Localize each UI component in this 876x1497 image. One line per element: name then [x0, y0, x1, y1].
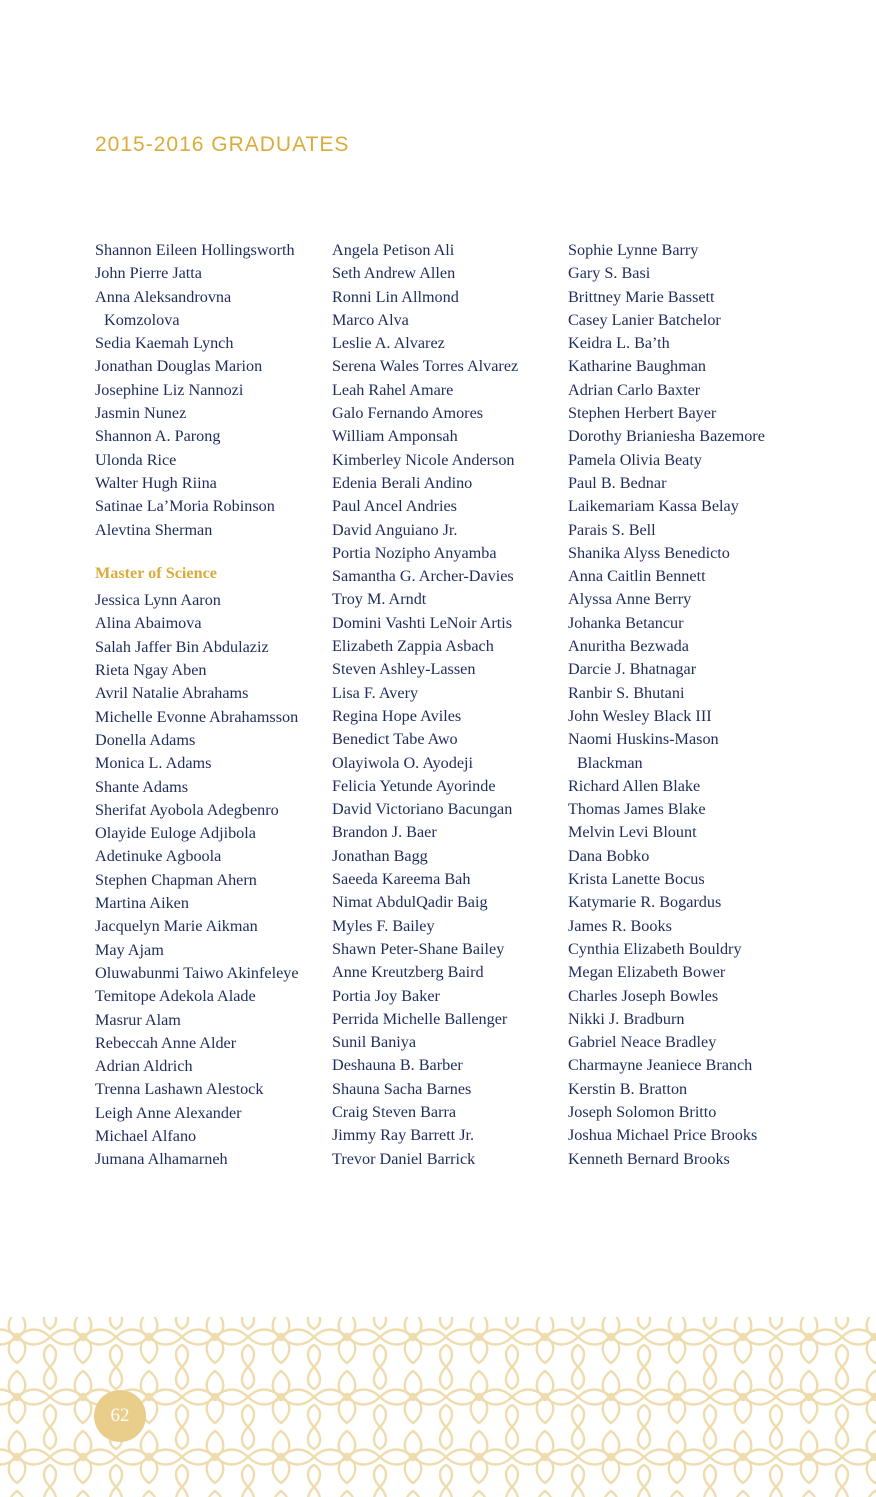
graduate-name: Megan Elizabeth Bower: [568, 963, 726, 982]
graduate-name: Brandon J. Baer: [332, 823, 437, 842]
graduate-name: Joshua Michael Price Brooks: [568, 1126, 758, 1145]
graduate-name: Elizabeth Zappia Asbach: [332, 637, 494, 656]
graduate-name: Michelle Evonne Abrahamsson: [95, 707, 299, 726]
graduate-name: Trevor Daniel Barrick: [332, 1149, 476, 1168]
graduate-name: Rebeccah Anne Alder: [95, 1033, 237, 1052]
graduate-name: Rieta Ngay Aben: [95, 661, 207, 680]
graduate-name: Adetinuke Agboola: [95, 847, 222, 866]
graduate-name: Troy M. Arndt: [332, 590, 427, 609]
graduate-name: May Ajam: [95, 940, 164, 959]
graduate-name: Avril Natalie Abrahams: [95, 684, 249, 703]
graduate-name: Sophie Lynne Barry: [568, 241, 699, 259]
names-column-1: [95, 239, 327, 1172]
graduate-name: Portia Joy Baker: [332, 986, 440, 1005]
graduate-name: Shanika Alyss Benedicto: [568, 543, 730, 562]
section-heading: Master of Science: [95, 563, 217, 582]
graduate-name: Jonathan Douglas Marion: [95, 357, 263, 376]
graduate-name: Lisa F. Avery: [332, 683, 419, 702]
graduate-name: Gary S. Basi: [568, 264, 651, 283]
graduate-name-continuation: Blackman: [577, 753, 643, 772]
graduate-name: Kenneth Bernard Brooks: [568, 1149, 730, 1168]
graduate-name: Perrida Michelle Ballenger: [332, 1009, 508, 1028]
graduate-name: John Wesley Black III: [568, 706, 712, 725]
graduate-name: Laikemariam Kassa Belay: [568, 497, 739, 516]
graduate-name: Nikki J. Bradburn: [568, 1009, 685, 1028]
graduate-name: Angela Petison Ali: [332, 241, 455, 259]
graduate-name: Shannon A. Parong: [95, 427, 221, 446]
graduate-name: Naomi Huskins-Mason: [568, 730, 719, 749]
graduate-name: Darcie J. Bhatnagar: [568, 660, 697, 679]
names-column-2: [332, 239, 564, 1171]
graduate-name-list: [332, 239, 564, 1171]
graduate-name: Sunil Baniya: [332, 1033, 417, 1052]
graduate-name: Jonathan Bagg: [332, 846, 428, 865]
graduate-name: Marco Alva: [332, 310, 409, 329]
graduate-name: Alyssa Anne Berry: [568, 590, 692, 609]
graduate-name: Masrur Alam: [95, 1010, 181, 1029]
graduate-name-list: [95, 239, 327, 542]
graduate-name: Kimberley Nicole Anderson: [332, 450, 515, 469]
graduate-name: Ronni Lin Allmond: [332, 287, 459, 306]
graduate-name: Parais S. Bell: [568, 520, 656, 539]
graduate-name: Domini Vashti LeNoir Artis: [332, 613, 513, 632]
graduate-name: Olayiwola O. Ayodeji: [332, 753, 474, 772]
page-title: 2015-2016 GRADUATES: [95, 133, 350, 156]
graduate-name: Dana Bobko: [568, 846, 650, 865]
graduate-name: Joseph Solomon Britto: [568, 1102, 717, 1121]
graduate-name: Josephine Liz Nannozi: [95, 380, 244, 399]
graduate-name: Olayide Euloge Adjibola: [95, 824, 256, 843]
graduate-name: Casey Lanier Batchelor: [568, 310, 721, 329]
graduate-name: Galo Fernando Amores: [332, 404, 484, 423]
graduate-name: Stephen Herbert Bayer: [568, 404, 717, 423]
graduate-name: Jessica Lynn Aaron: [95, 591, 221, 610]
graduate-name: John Pierre Jatta: [95, 264, 202, 283]
graduate-name: Michael Alfano: [95, 1126, 197, 1145]
graduate-name: Katharine Baughman: [568, 357, 706, 376]
graduate-name: Walter Hugh Riina: [95, 473, 217, 492]
graduate-name-list: [95, 589, 327, 1171]
graduate-name: Serena Wales Torres Alvarez: [332, 357, 519, 376]
graduate-name: Regina Hope Aviles: [332, 706, 462, 725]
graduate-name-continuation: Komzolova: [104, 310, 180, 329]
graduate-name: Leslie A. Alvarez: [332, 334, 445, 353]
graduate-name: Shawn Peter-Shane Bailey: [332, 939, 505, 958]
graduate-name: Satinae La’Moria Robinson: [95, 497, 275, 516]
graduate-name: Charmayne Jeaniece Branch: [568, 1056, 753, 1075]
graduate-name: Anna Caitlin Bennett: [568, 567, 706, 586]
graduate-name: Johanka Betancur: [568, 613, 684, 632]
graduate-name: David Anguiano Jr.: [332, 520, 458, 539]
graduate-name: Brittney Marie Bassett: [568, 287, 715, 306]
graduate-name: Katymarie R. Bogardus: [568, 893, 722, 912]
graduate-name: Pamela Olivia Beaty: [568, 450, 702, 469]
graduate-name: Anna Aleksandrovna: [95, 287, 232, 306]
graduate-name: Jasmin Nunez: [95, 404, 187, 423]
graduate-name: Richard Allen Blake: [568, 776, 701, 795]
graduate-name: Krista Lanette Bocus: [568, 870, 705, 889]
graduate-name: Benedict Tabe Awo: [332, 730, 458, 749]
graduate-name: Nimat AbdulQadir Baig: [332, 893, 488, 912]
graduate-name: Temitope Adekola Alade: [95, 987, 256, 1006]
graduate-name: Shauna Sacha Barnes: [332, 1079, 472, 1098]
graduate-name: Edenia Berali Andino: [332, 473, 473, 492]
graduate-name: Donella Adams: [95, 730, 196, 749]
graduate-name: Jimmy Ray Barrett Jr.: [332, 1126, 475, 1145]
graduate-name: Deshauna B. Barber: [332, 1056, 463, 1075]
graduate-name-list: [568, 239, 858, 1171]
graduate-name: Leigh Anne Alexander: [95, 1103, 242, 1122]
graduate-name: Jumana Alhamarneh: [95, 1150, 228, 1169]
graduate-name: Jacquelyn Marie Aikman: [95, 917, 258, 936]
graduate-name: Charles Joseph Bowles: [568, 986, 719, 1005]
graduate-name: Saeeda Kareema Bah: [332, 870, 471, 889]
graduate-name: Paul B. Bednar: [568, 473, 667, 492]
graduate-name: Stephen Chapman Ahern: [95, 870, 257, 889]
graduate-name: William Amponsah: [332, 427, 458, 446]
graduate-name: Paul Ancel Andries: [332, 497, 457, 516]
graduate-name: Seth Andrew Allen: [332, 264, 456, 283]
graduate-name: Monica L. Adams: [95, 754, 212, 773]
graduate-name: Sherifat Ayobola Adegbenro: [95, 800, 279, 819]
graduate-name: Craig Steven Barra: [332, 1102, 457, 1121]
graduate-name: Martina Aiken: [95, 894, 189, 913]
graduate-name: Ulonda Rice: [95, 450, 177, 469]
graduate-name: Adrian Aldrich: [95, 1057, 193, 1076]
graduate-name: David Victoriano Bacungan: [332, 800, 513, 819]
graduate-name: Anuritha Bezwada: [568, 637, 689, 656]
graduate-name: Anne Kreutzberg Baird: [332, 963, 484, 982]
graduate-name: Sedia Kaemah Lynch: [95, 334, 234, 353]
graduate-name: Thomas James Blake: [568, 800, 706, 819]
graduate-name: Dorothy Brianiesha Bazemore: [568, 427, 765, 446]
names-column-3: [568, 239, 858, 1171]
graduate-name: Alevtina Sherman: [95, 520, 213, 539]
graduate-name: Kerstin B. Bratton: [568, 1079, 688, 1098]
graduate-name: Gabriel Neace Bradley: [568, 1033, 717, 1052]
graduate-name: Keidra L. Ba’th: [568, 334, 670, 353]
page-number-badge: 62: [94, 1390, 146, 1442]
graduate-name: Oluwabunmi Taiwo Akinfeleye: [95, 963, 299, 982]
graduate-name: Shante Adams: [95, 777, 189, 796]
graduate-name: Felicia Yetunde Ayorinde: [332, 776, 496, 795]
graduate-name: Samantha G. Archer-Davies: [332, 567, 514, 586]
graduate-name: Melvin Levi Blount: [568, 823, 697, 842]
graduate-name: Cynthia Elizabeth Bouldry: [568, 939, 742, 958]
graduate-name: Leah Rahel Amare: [332, 380, 454, 399]
graduate-name: Trenna Lashawn Alestock: [95, 1080, 264, 1099]
graduate-name: Adrian Carlo Baxter: [568, 380, 701, 399]
graduate-name: Ranbir S. Bhutani: [568, 683, 685, 702]
graduate-name: Myles F. Bailey: [332, 916, 435, 935]
graduate-name: Alina Abaimova: [95, 614, 202, 633]
graduate-name: Salah Jaffer Bin Abdulaziz: [95, 637, 269, 656]
graduate-name: James R. Books: [568, 916, 672, 935]
graduate-name: Shannon Eileen Hollingsworth: [95, 241, 295, 259]
graduate-name: Steven Ashley-Lassen: [332, 660, 476, 679]
graduate-name: Portia Nozipho Anyamba: [332, 543, 497, 562]
